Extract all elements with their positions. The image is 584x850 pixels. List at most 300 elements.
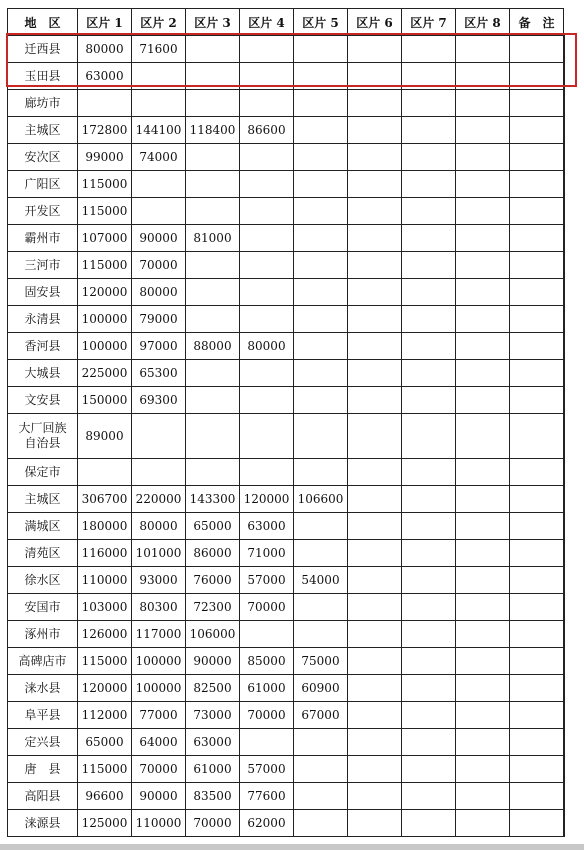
region-cell: 涞水县 (8, 675, 78, 702)
value-cell (456, 621, 510, 648)
region-cell: 徐水区 (8, 567, 78, 594)
value-cell: 100000 (132, 648, 186, 675)
value-cell (402, 756, 456, 783)
value-cell (456, 729, 510, 756)
value-cell (294, 63, 348, 90)
value-cell (456, 675, 510, 702)
remarks-cell (564, 171, 565, 198)
value-cell (294, 810, 348, 837)
value-cell (456, 414, 510, 459)
value-cell: 57000 (240, 756, 294, 783)
value-cell: 115000 (78, 198, 132, 225)
value-cell (348, 90, 402, 117)
region-cell: 安次区 (8, 144, 78, 171)
value-cell: 80000 (132, 513, 186, 540)
value-cell (348, 540, 402, 567)
value-cell: 62000 (240, 810, 294, 837)
value-cell: 306700 (78, 486, 132, 513)
value-cell: 80000 (240, 333, 294, 360)
land-price-table (7, 8, 565, 837)
remarks-cell (564, 729, 565, 756)
table-row (8, 414, 565, 459)
value-cell: 180000 (78, 513, 132, 540)
table-row (8, 783, 565, 810)
value-cell (456, 36, 510, 63)
value-cell: 106600 (294, 486, 348, 513)
value-cell (402, 90, 456, 117)
value-cell (402, 225, 456, 252)
value-cell (348, 513, 402, 540)
value-cell: 115000 (78, 648, 132, 675)
value-cell (456, 360, 510, 387)
value-cell (456, 648, 510, 675)
value-cell: 57000 (240, 567, 294, 594)
value-cell: 74000 (132, 144, 186, 171)
value-cell (510, 810, 564, 837)
region-cell: 迁西县 (8, 36, 78, 63)
value-cell: 63000 (186, 729, 240, 756)
value-cell (294, 279, 348, 306)
value-cell (456, 333, 510, 360)
remarks-cell (564, 756, 565, 783)
remarks-cell (564, 252, 565, 279)
table-row (8, 387, 565, 414)
value-cell (294, 594, 348, 621)
value-cell (402, 486, 456, 513)
value-cell: 110000 (132, 810, 186, 837)
value-cell (510, 783, 564, 810)
value-cell: 83500 (186, 783, 240, 810)
value-cell (456, 513, 510, 540)
value-cell (456, 225, 510, 252)
value-cell: 80300 (132, 594, 186, 621)
header-row (8, 9, 565, 36)
value-cell (456, 459, 510, 486)
region-cell: 高碑店市 (8, 648, 78, 675)
value-cell (456, 540, 510, 567)
value-cell (402, 117, 456, 144)
value-cell: 100000 (132, 675, 186, 702)
value-cell (402, 306, 456, 333)
value-cell: 79000 (132, 306, 186, 333)
value-cell (510, 756, 564, 783)
value-cell: 115000 (78, 756, 132, 783)
value-cell (186, 90, 240, 117)
value-cell (186, 306, 240, 333)
value-cell (294, 333, 348, 360)
value-cell (456, 567, 510, 594)
value-cell (402, 63, 456, 90)
value-cell: 115000 (78, 252, 132, 279)
table-row (8, 279, 565, 306)
value-cell (348, 675, 402, 702)
remarks-cell (564, 486, 565, 513)
value-cell (294, 414, 348, 459)
value-cell: 106000 (186, 621, 240, 648)
value-cell (186, 414, 240, 459)
region-cell: 阜平县 (8, 702, 78, 729)
value-cell: 150000 (78, 387, 132, 414)
region-cell: 廊坊市 (8, 90, 78, 117)
table-row (8, 648, 565, 675)
value-cell: 77000 (132, 702, 186, 729)
value-cell (186, 36, 240, 63)
remarks-cell (564, 513, 565, 540)
value-cell (186, 171, 240, 198)
value-cell (402, 459, 456, 486)
value-cell (348, 459, 402, 486)
remarks-cell (564, 360, 565, 387)
value-cell (294, 117, 348, 144)
remarks-cell (564, 90, 565, 117)
value-cell (348, 360, 402, 387)
value-cell: 110000 (78, 567, 132, 594)
value-cell (510, 117, 564, 144)
value-cell: 89000 (78, 414, 132, 459)
value-cell: 120000 (78, 675, 132, 702)
value-cell (294, 783, 348, 810)
value-cell (402, 675, 456, 702)
value-cell (456, 306, 510, 333)
value-cell (456, 756, 510, 783)
remarks-cell (564, 306, 565, 333)
value-cell (402, 783, 456, 810)
value-cell: 225000 (78, 360, 132, 387)
value-cell (348, 144, 402, 171)
region-cell: 开发区 (8, 198, 78, 225)
table-row (8, 567, 565, 594)
remarks-cell (564, 459, 565, 486)
value-cell (186, 198, 240, 225)
value-cell (348, 783, 402, 810)
remarks-cell (564, 567, 565, 594)
value-cell (510, 459, 564, 486)
value-cell (402, 567, 456, 594)
value-cell (402, 279, 456, 306)
value-cell (510, 621, 564, 648)
value-cell (348, 756, 402, 783)
value-cell (510, 171, 564, 198)
value-cell (348, 648, 402, 675)
value-cell (132, 90, 186, 117)
value-cell (348, 333, 402, 360)
value-cell (240, 252, 294, 279)
table-row (8, 252, 565, 279)
table-row (8, 756, 565, 783)
value-cell (294, 90, 348, 117)
value-cell (132, 414, 186, 459)
value-cell (402, 729, 456, 756)
value-cell (348, 594, 402, 621)
table-row (8, 621, 565, 648)
value-cell: 90000 (186, 648, 240, 675)
value-cell: 103000 (78, 594, 132, 621)
table-row (8, 594, 565, 621)
value-cell: 70000 (186, 810, 240, 837)
remarks-cell (564, 594, 565, 621)
value-cell: 85000 (240, 648, 294, 675)
value-cell (510, 333, 564, 360)
remarks-cell (564, 333, 565, 360)
value-cell (510, 225, 564, 252)
value-cell: 81000 (186, 225, 240, 252)
value-cell (348, 414, 402, 459)
region-cell: 清苑区 (8, 540, 78, 567)
value-cell (294, 540, 348, 567)
table-row (8, 90, 565, 117)
value-cell: 80000 (78, 36, 132, 63)
region-cell: 唐 县 (8, 756, 78, 783)
region-cell: 三河市 (8, 252, 78, 279)
value-cell (510, 306, 564, 333)
header-region: 地 区 (8, 9, 78, 36)
value-cell: 107000 (78, 225, 132, 252)
value-cell (402, 810, 456, 837)
value-cell (348, 729, 402, 756)
value-cell (294, 360, 348, 387)
table-row (8, 225, 565, 252)
value-cell: 70000 (240, 594, 294, 621)
value-cell: 96600 (78, 783, 132, 810)
value-cell (348, 225, 402, 252)
region-cell: 满城区 (8, 513, 78, 540)
value-cell: 60900 (294, 675, 348, 702)
value-cell (456, 387, 510, 414)
value-cell (294, 225, 348, 252)
value-cell (510, 36, 564, 63)
value-cell (402, 540, 456, 567)
value-cell: 86600 (240, 117, 294, 144)
header-zone-5: 区片 5 (294, 9, 348, 36)
value-cell: 71000 (240, 540, 294, 567)
value-cell: 126000 (78, 621, 132, 648)
value-cell: 120000 (78, 279, 132, 306)
value-cell (348, 117, 402, 144)
value-cell (402, 513, 456, 540)
value-cell: 70000 (132, 756, 186, 783)
region-cell: 涞源县 (8, 810, 78, 837)
value-cell (510, 567, 564, 594)
value-cell: 143300 (186, 486, 240, 513)
value-cell: 76000 (186, 567, 240, 594)
value-cell (510, 675, 564, 702)
value-cell (186, 144, 240, 171)
value-cell (240, 729, 294, 756)
value-cell: 120000 (240, 486, 294, 513)
value-cell: 75000 (294, 648, 348, 675)
remarks-cell (564, 675, 565, 702)
value-cell (402, 414, 456, 459)
value-cell (132, 171, 186, 198)
table-row (8, 306, 565, 333)
value-cell (132, 63, 186, 90)
value-cell (348, 387, 402, 414)
table-row (8, 486, 565, 513)
remarks-cell (564, 36, 565, 63)
value-cell (456, 702, 510, 729)
value-cell (510, 513, 564, 540)
header-zone-2: 区片 2 (132, 9, 186, 36)
region-cell: 安国市 (8, 594, 78, 621)
value-cell (186, 252, 240, 279)
value-cell: 63000 (240, 513, 294, 540)
value-cell: 125000 (78, 810, 132, 837)
value-cell (456, 810, 510, 837)
value-cell (132, 459, 186, 486)
value-cell (294, 171, 348, 198)
header-zone-8: 区片 8 (456, 9, 510, 36)
value-cell (294, 306, 348, 333)
value-cell (240, 144, 294, 171)
value-cell: 64000 (132, 729, 186, 756)
remarks-cell (564, 63, 565, 90)
region-cell: 大厂回族 自治县 (8, 414, 78, 459)
remarks-cell (564, 225, 565, 252)
value-cell (402, 252, 456, 279)
value-cell: 71600 (132, 36, 186, 63)
value-cell (402, 702, 456, 729)
table-row (8, 540, 565, 567)
value-cell: 54000 (294, 567, 348, 594)
value-cell (240, 621, 294, 648)
value-cell (510, 90, 564, 117)
value-cell (348, 810, 402, 837)
value-cell: 61000 (186, 756, 240, 783)
value-cell (294, 198, 348, 225)
value-cell (456, 486, 510, 513)
value-cell: 117000 (132, 621, 186, 648)
region-cell: 霸州市 (8, 225, 78, 252)
value-cell (456, 90, 510, 117)
table-row (8, 459, 565, 486)
table-row (8, 360, 565, 387)
value-cell: 90000 (132, 783, 186, 810)
region-cell: 主城区 (8, 117, 78, 144)
remarks-cell (564, 117, 565, 144)
value-cell (510, 144, 564, 171)
value-cell: 90000 (132, 225, 186, 252)
value-cell (186, 63, 240, 90)
value-cell (78, 90, 132, 117)
value-cell (186, 387, 240, 414)
remarks-cell (564, 648, 565, 675)
value-cell (240, 387, 294, 414)
remarks-cell (564, 540, 565, 567)
remarks-cell (564, 810, 565, 837)
value-cell (348, 306, 402, 333)
value-cell (186, 459, 240, 486)
value-cell: 100000 (78, 306, 132, 333)
value-cell (348, 171, 402, 198)
value-cell: 70000 (132, 252, 186, 279)
region-cell: 涿州市 (8, 621, 78, 648)
value-cell (510, 729, 564, 756)
table-row (8, 198, 565, 225)
value-cell (510, 414, 564, 459)
value-cell: 82500 (186, 675, 240, 702)
value-cell (294, 459, 348, 486)
value-cell (510, 387, 564, 414)
value-cell: 69300 (132, 387, 186, 414)
value-cell (240, 459, 294, 486)
value-cell (240, 63, 294, 90)
value-cell: 72300 (186, 594, 240, 621)
table-row (8, 117, 565, 144)
header-zone-6: 区片 6 (348, 9, 402, 36)
value-cell (510, 540, 564, 567)
remarks-cell (564, 387, 565, 414)
region-cell: 固安县 (8, 279, 78, 306)
value-cell (456, 198, 510, 225)
value-cell (240, 171, 294, 198)
value-cell (294, 729, 348, 756)
table-row (8, 144, 565, 171)
value-cell (78, 459, 132, 486)
table-body (8, 36, 565, 837)
value-cell: 100000 (78, 333, 132, 360)
header-zone-4: 区片 4 (240, 9, 294, 36)
region-cell: 文安县 (8, 387, 78, 414)
value-cell (456, 783, 510, 810)
region-cell: 主城区 (8, 486, 78, 513)
table-row (8, 171, 565, 198)
value-cell (294, 144, 348, 171)
value-cell (240, 225, 294, 252)
value-cell (186, 360, 240, 387)
region-cell: 高阳县 (8, 783, 78, 810)
value-cell (456, 279, 510, 306)
region-cell: 大城县 (8, 360, 78, 387)
value-cell (510, 360, 564, 387)
region-cell: 玉田县 (8, 63, 78, 90)
value-cell: 99000 (78, 144, 132, 171)
value-cell (510, 198, 564, 225)
value-cell (510, 648, 564, 675)
value-cell: 80000 (132, 279, 186, 306)
value-cell: 61000 (240, 675, 294, 702)
value-cell: 112000 (78, 702, 132, 729)
value-cell (132, 198, 186, 225)
region-cell: 永清县 (8, 306, 78, 333)
value-cell: 93000 (132, 567, 186, 594)
remarks-cell (564, 783, 565, 810)
value-cell: 115000 (78, 171, 132, 198)
value-cell (456, 117, 510, 144)
value-cell (294, 36, 348, 63)
remarks-cell (564, 414, 565, 459)
value-cell: 65300 (132, 360, 186, 387)
value-cell: 70000 (240, 702, 294, 729)
value-cell (510, 594, 564, 621)
value-cell (348, 702, 402, 729)
land-price-table-container (7, 8, 565, 837)
value-cell (402, 648, 456, 675)
value-cell (348, 198, 402, 225)
value-cell (348, 279, 402, 306)
value-cell (510, 252, 564, 279)
value-cell: 67000 (294, 702, 348, 729)
value-cell: 86000 (186, 540, 240, 567)
table-row (8, 675, 565, 702)
table-row (8, 36, 565, 63)
value-cell (294, 387, 348, 414)
region-cell: 定兴县 (8, 729, 78, 756)
table-row (8, 63, 565, 90)
region-cell: 广阳区 (8, 171, 78, 198)
value-cell (348, 567, 402, 594)
value-cell (510, 279, 564, 306)
table-row (8, 513, 565, 540)
